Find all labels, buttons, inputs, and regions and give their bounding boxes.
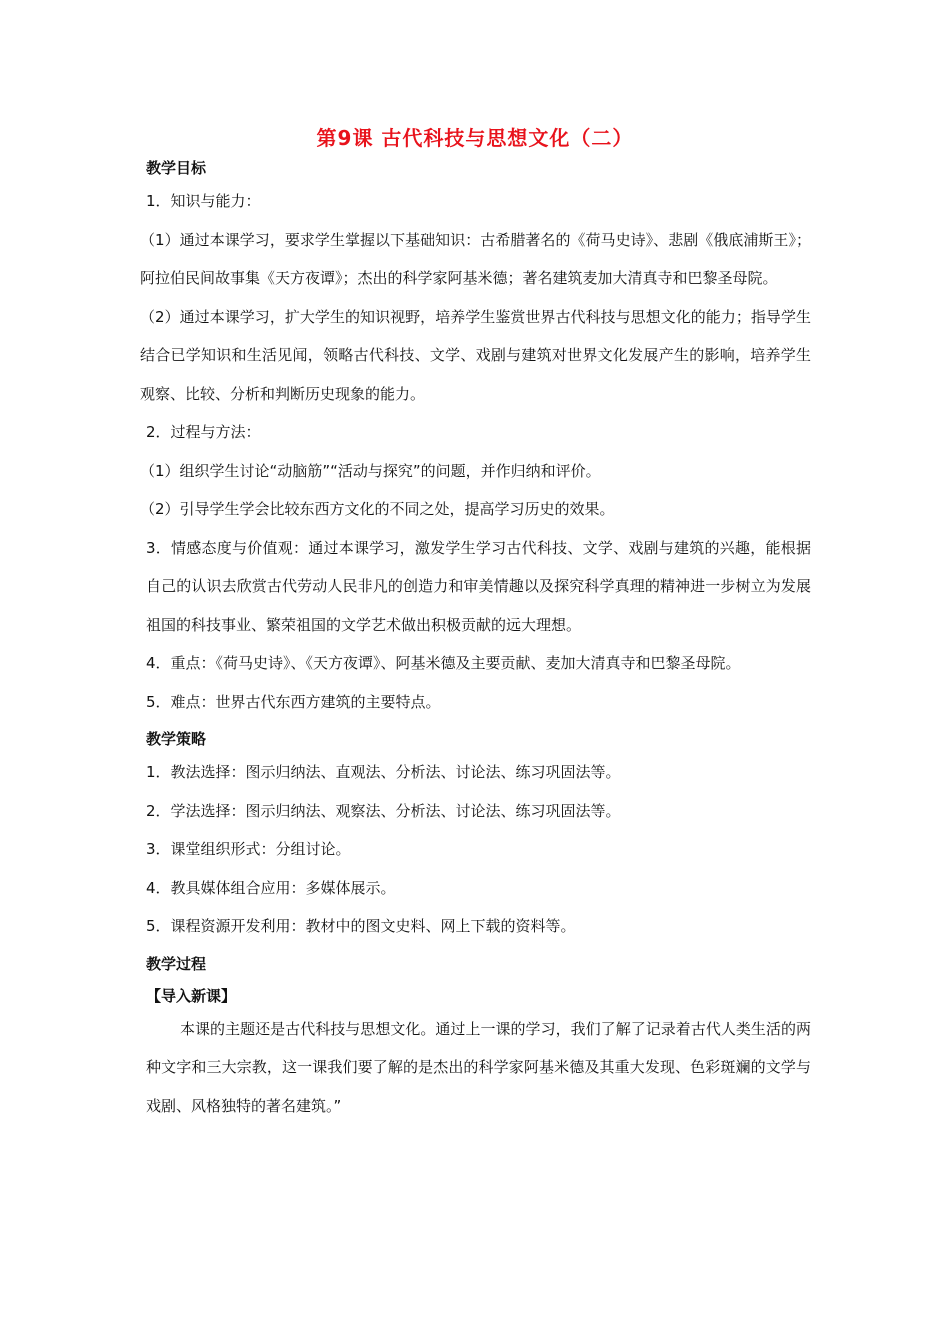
heading-teaching-process: 教学过程 <box>146 954 207 973</box>
goal-2: 2．过程与方法： <box>146 423 261 441</box>
strategy-3: 3．课堂组织形式：分组讨论。 <box>146 840 351 858</box>
strategy-2: 2．学法选择：图示归纳法、观察法、分析法、讨论法、练习巩固法等。 <box>146 801 621 820</box>
document-body <box>140 150 811 1125</box>
heading-teaching-strategy: 教学策略 <box>146 730 207 748</box>
strategy-1: 1．教法选择：图示归纳法、直观法、分析法、讨论法、练习巩固法等。 <box>146 763 621 781</box>
heading-intro-new-lesson: 【导入新课】 <box>146 986 237 1005</box>
strategy-4: 4．教具媒体组合应用：多媒体展示。 <box>146 878 396 897</box>
goal-3: 3．情感态度与价值观：通过本课学习，激发学生学习古代科技、文学、戏剧与建筑的兴趣，能根据自己的认识去欣赏古代劳动人民非凡的创造力和审美情趣以及探究科学真理的精神进一步树立为发展祖国的科技事业、繁荣祖国的文学艺术做出积极贡献的远大理想。 <box>146 538 811 634</box>
goal-2-2: （2）引导学生学会比较东西方文化的不同之处，提高学习历史的效果。 <box>140 500 615 518</box>
goal-4: 4．重点：《荷马史诗》、《天方夜谭》、阿基米德及主要贡献、麦加大清真寺和巴黎圣母院。 <box>146 654 741 672</box>
lesson-title: 第9课 古代科技与思想文化（二） <box>316 126 634 150</box>
goal-1: 1．知识与能力： <box>146 192 261 210</box>
strategy-5: 5．课程资源开发利用：教材中的图文史料、网上下载的资料等。 <box>146 917 576 935</box>
goal-5: 5．难点：世界古代东西方建筑的主要特点。 <box>146 692 441 711</box>
intro-paragraph: 本课的主题还是古代科技与思想文化。通过上一课的学习，我们了解了记录着古代人类生活的两种文字和三大宗教，这一课我们要了解的是杰出的科学家阿基米德及其重大发现、色彩斑斓的文学与戏剧、风格独特的著名建筑。” <box>146 1019 811 1115</box>
goal-1-1: （1）通过本课学习，要求学生掌握以下基础知识：古希腊著名的《荷马史诗》、悲剧《俄底浦斯王》；阿拉伯民间故事集《天方夜谭》；杰出的科学家阿基米德；著名建筑麦加大清真寺和巴黎圣母院。 <box>140 230 811 287</box>
goal-2-1: （1）组织学生讨论“动脑筋”“活动与探究”的问题，并作归纳和评价。 <box>140 461 601 480</box>
heading-teaching-goals: 教学目标 <box>146 159 207 177</box>
goal-1-2: （2）通过本课学习，扩大学生的知识视野，培养学生鉴赏世界古代科技与思想文化的能力；指导学生结合已学知识和生活见闻，领略古代科技、文学、戏剧与建筑对世界文化发展产生的影响，培养学生观察、比较、分析和判断历史现象的能力。 <box>140 307 811 403</box>
